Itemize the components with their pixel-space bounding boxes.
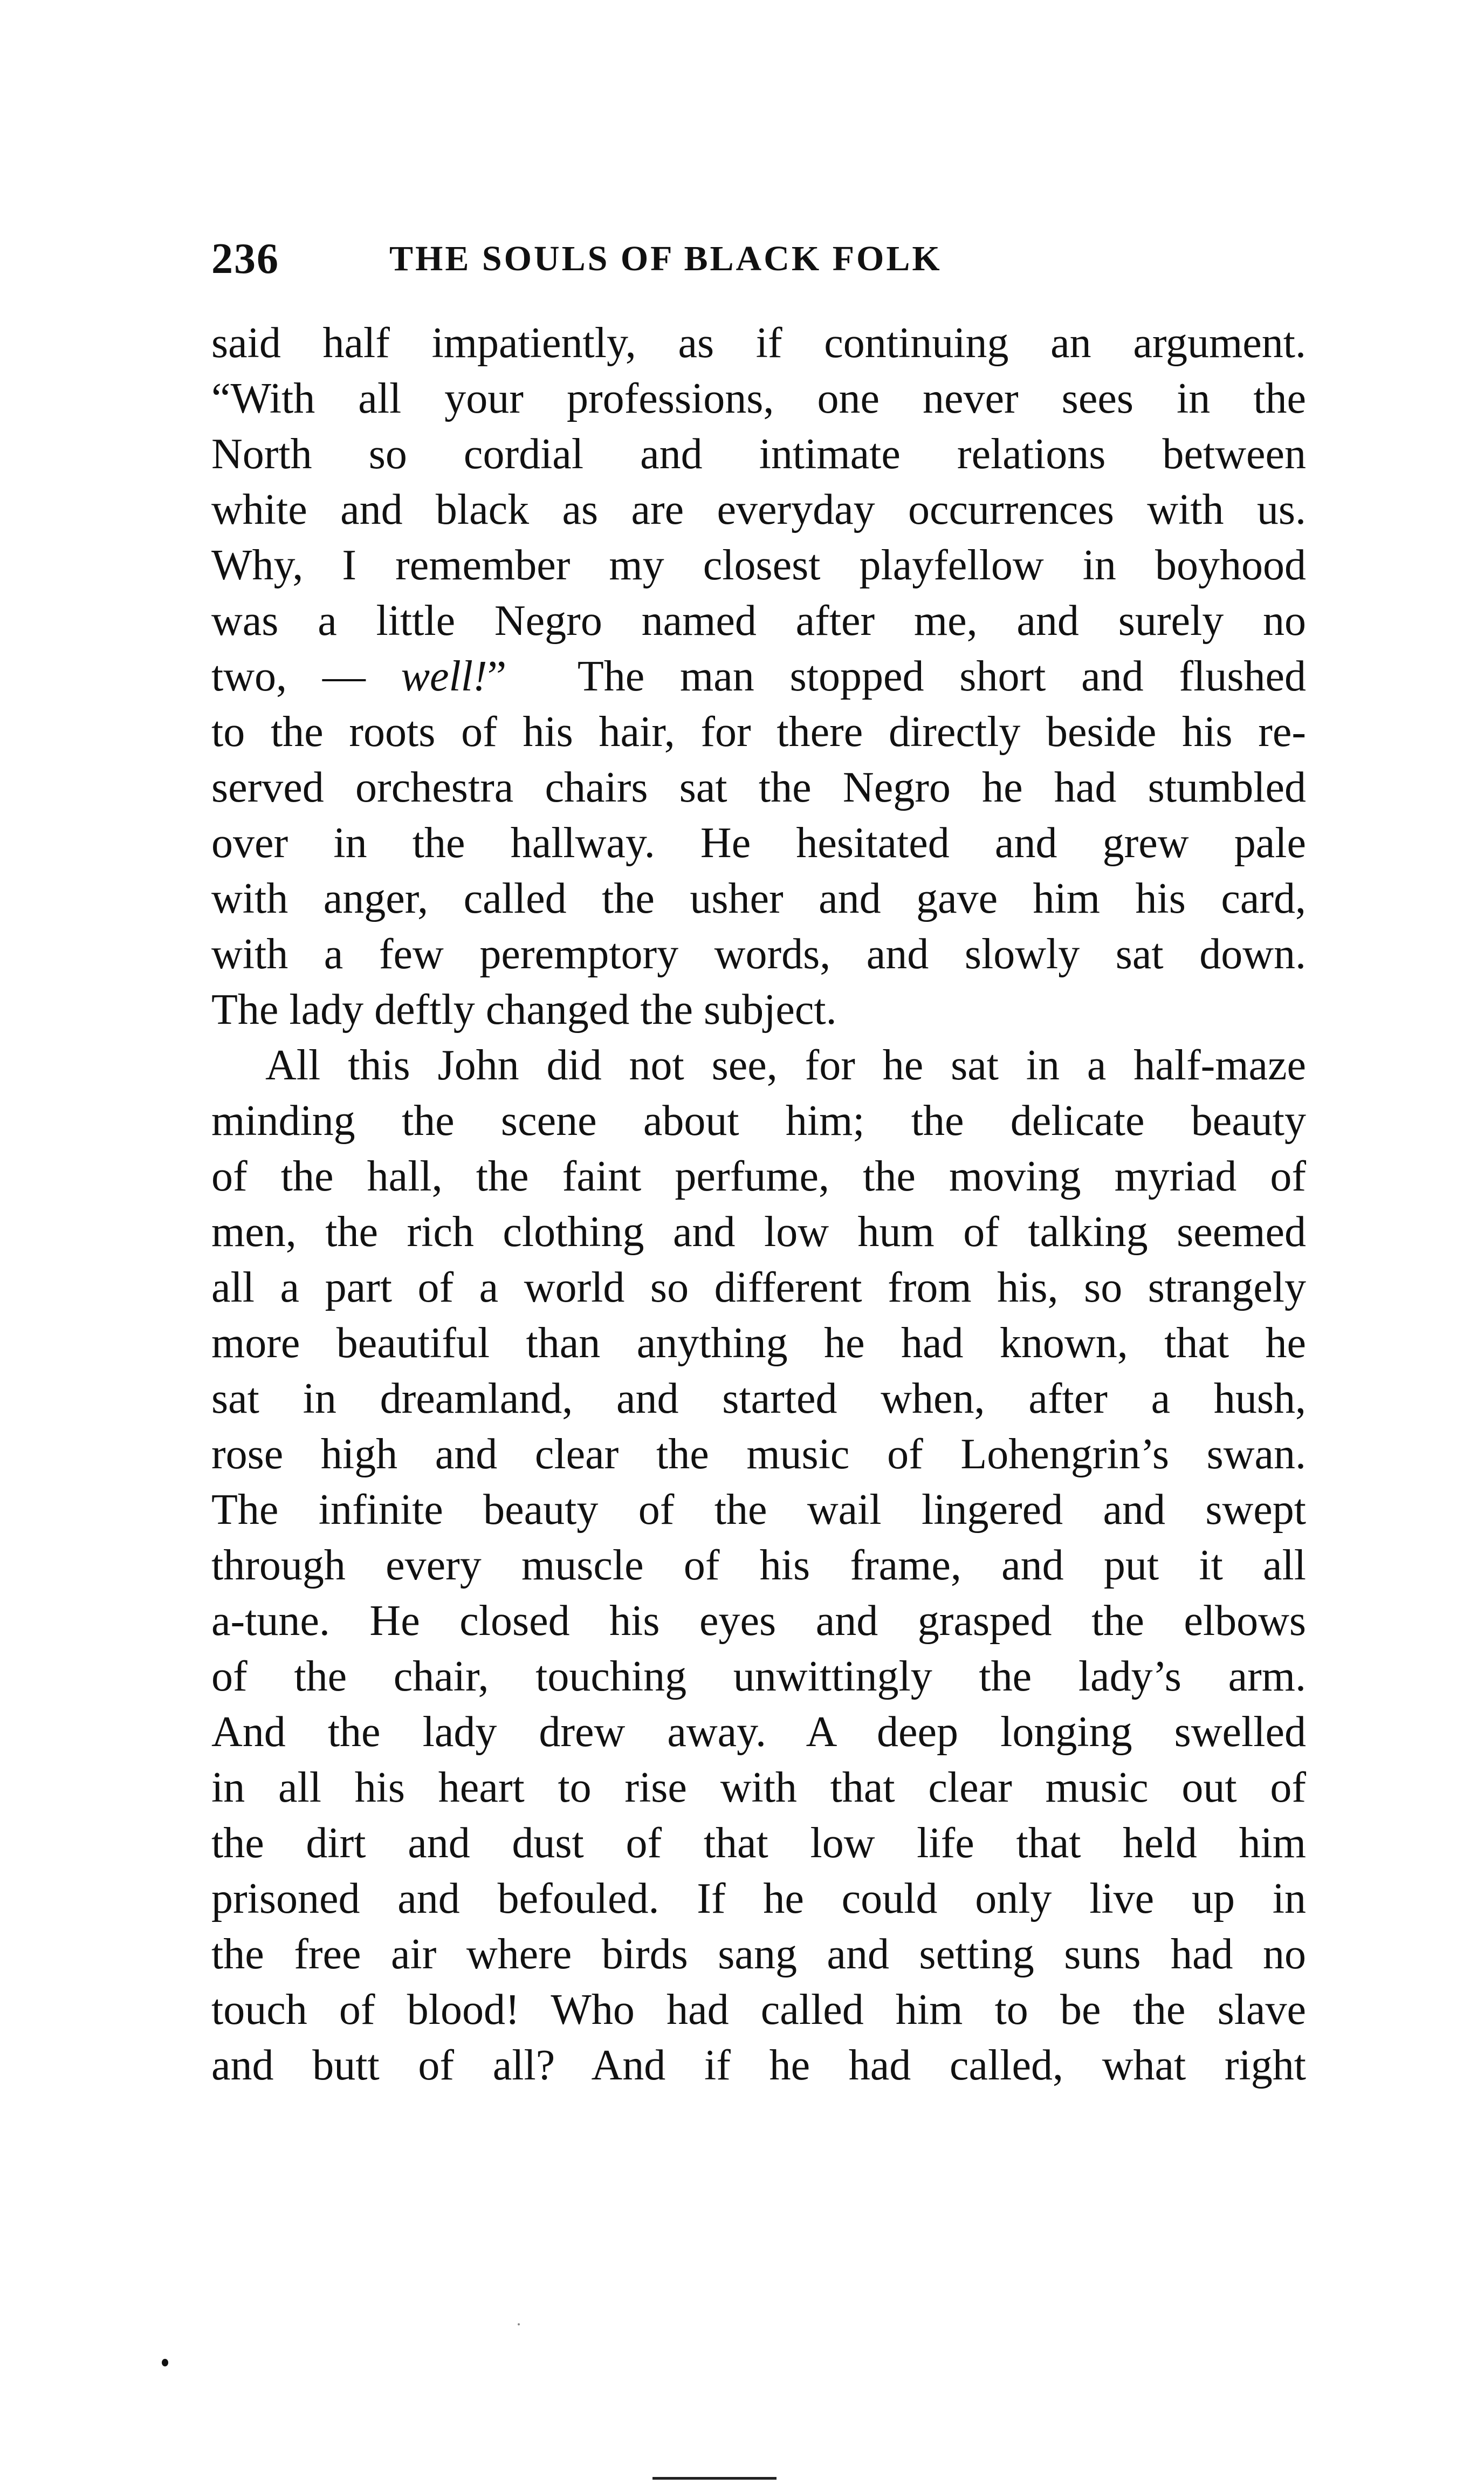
text-line: North so cordial and intimate relations between [211,430,1306,478]
text-line: Why, I remember my closest playfellow in boyhood [211,542,1306,589]
text-line: men, the rich clothing and low hum of talking seemed [211,1208,1306,1256]
text-fragment: ” [487,653,507,700]
text-line: with a few peremptory words, and slowly sat down. [211,930,1306,978]
text-line: a-tune. He closed his eyes and grasped the elbows [211,1597,1306,1645]
running-head [211,232,1322,286]
text-line: all a part of a world so different from his, so strangely [211,1264,1306,1311]
text-line: over in the hallway. He hesitated and grew pale [211,819,1306,867]
text-line: The infinite beauty of the wail lingered and swept [211,1486,1306,1534]
text-line: served orchestra chairs sat the Negro he had stumbled [211,764,1306,811]
text-line: touch of blood! Who had called him to be the slave [211,1986,1306,2034]
text-line: the free air where birds sang and setting suns had no [211,1931,1306,1978]
text-line: minding the scene about him; the delicate beauty [211,1097,1306,1145]
text-line: to the roots of his hair, for there directly beside his re- [211,708,1306,756]
text-line: in all his heart to rise with that clear music out of [211,1764,1306,1811]
text-line: And the lady drew away. A deep longing swelled [211,1708,1306,1756]
text-line: white and black as are everyday occurrences with us. [211,486,1306,533]
text-line: was a little Negro named after me, and surely no [211,597,1306,645]
ink-speck [518,2323,520,2325]
text-fragment: The man stopped short and flushed [577,653,1306,700]
text-line: more beautiful than anything he had known, that he [211,1319,1306,1367]
text-line: “With all your professions, one never sees in the [211,375,1306,422]
text-line: sat in dreamland, and started when, after a hush, [211,1375,1306,1422]
italic-word: well! [401,653,487,700]
bottom-rule [652,2477,777,2480]
text-line [211,649,1306,704]
text-line: said half impatiently, as if continuing an argument. [211,319,1306,367]
text-fragment: two, — [211,653,401,700]
text-line: the dirt and dust of that low life that held him [211,1819,1306,1867]
text-line: and butt of all? And if he had called, what right [211,2042,1306,2089]
book-title: THE SOULS OF BLACK FOLK [389,239,942,278]
text-line: of the hall, the faint perfume, the moving myriad of [211,1153,1306,1200]
page-number: 236 [211,235,279,283]
text-line: The lady deftly changed the subject. [211,986,837,1034]
text-line: rose high and clear the music of Lohengrin’s swan. [211,1431,1306,1478]
text-line: through every muscle of his frame, and put it all [211,1542,1306,1589]
ink-speck [162,2359,168,2366]
text-line: prisoned and befouled. If he could only live up in [211,1875,1306,1922]
body-text [211,316,1306,2093]
text-line: All this John did not see, for he sat in a half-maze [265,1042,1306,1089]
text-line: of the chair, touching unwittingly the lady’s arm. [211,1653,1306,1700]
text-line: with anger, called the usher and gave him his card, [211,875,1306,922]
